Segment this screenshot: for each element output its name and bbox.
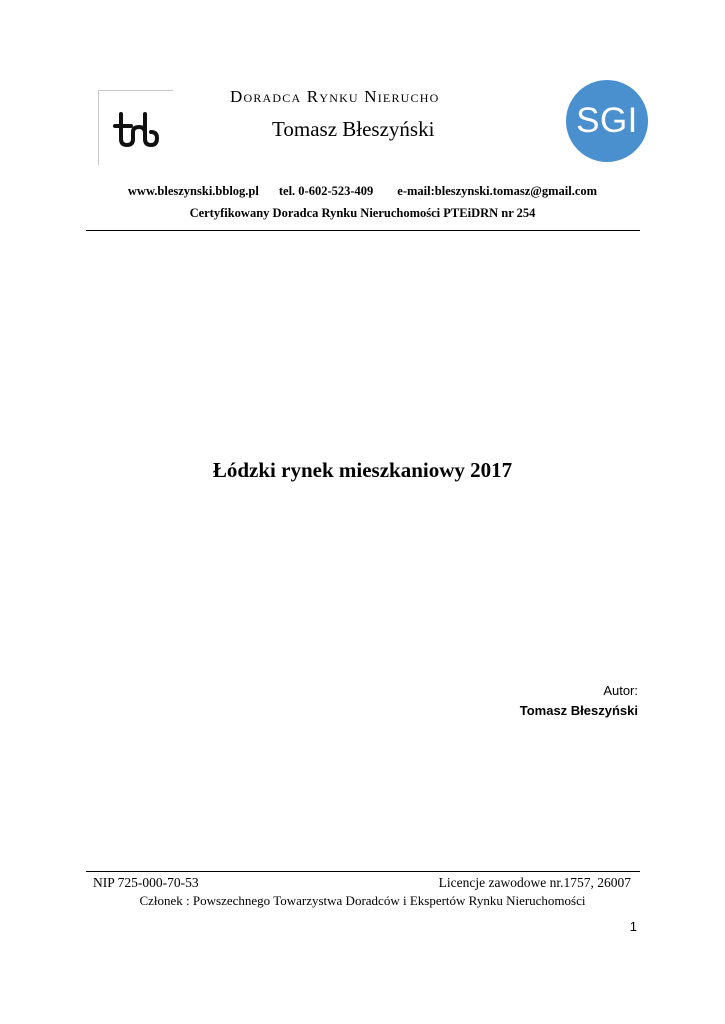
sgi-circle-logo-icon: SGI xyxy=(566,80,648,162)
footer-divider xyxy=(86,871,640,872)
licence-numbers: Licencje zawodowe nr.1757, 26007 xyxy=(438,875,631,890)
website-link[interactable]: www.bleszynski.bblog.pl xyxy=(127,184,259,198)
contact-line xyxy=(0,183,725,199)
author-label: Autor: xyxy=(603,683,638,698)
email-address[interactable]: e-mail:bleszynski.tomasz@gmail.com xyxy=(397,184,598,198)
tb-monogram-logo-icon xyxy=(112,112,160,148)
page-number: 1 xyxy=(629,919,637,934)
person-name: Tomasz Błeszyński xyxy=(272,117,435,141)
phone-number: tel. 0-602-523-409 xyxy=(278,184,374,198)
membership-line: Członek : Powszechnego Towarzystwa Doradców i Ekspertów Rynku Nieruchomości xyxy=(139,893,586,908)
firm-title: Doradca Rynku Nierucho xyxy=(230,87,440,106)
author-name: Tomasz Błeszyński xyxy=(519,703,638,718)
document-title: Łódzki rynek mieszkaniowy 2017 xyxy=(212,458,513,482)
header-divider xyxy=(86,230,640,231)
certification-line: Certyfikowany Doradca Rynku Nieruchomości PTEiDRN nr 254 xyxy=(189,206,536,220)
nip-number: NIP 725-000-70-53 xyxy=(93,875,199,890)
